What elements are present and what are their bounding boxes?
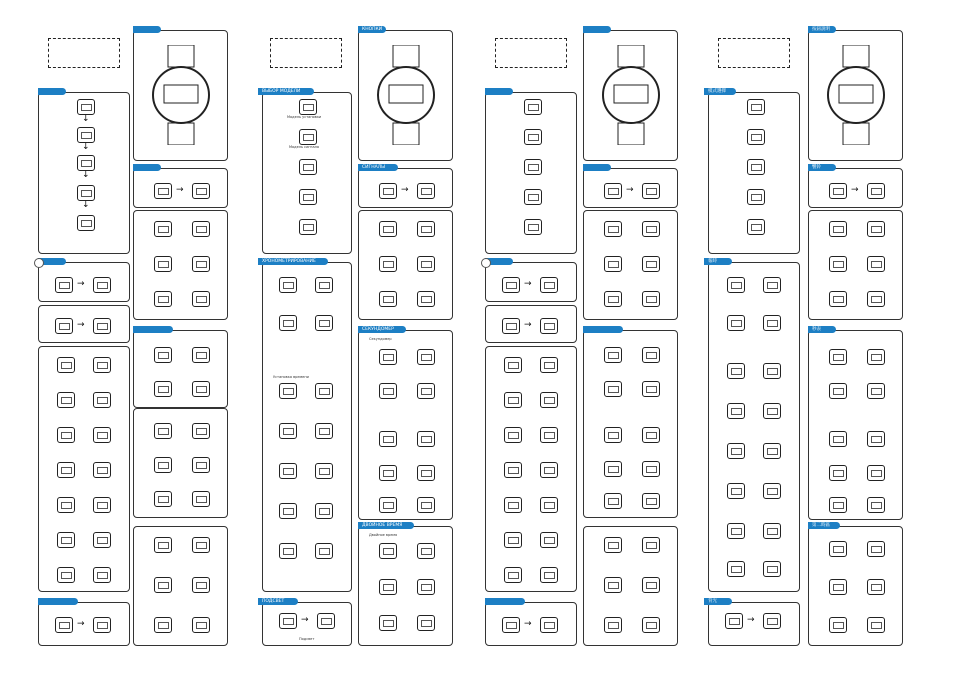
- watch-step: [57, 567, 75, 583]
- watch-step: [747, 99, 765, 115]
- watch-step: [417, 465, 435, 481]
- caption: Подсвет: [299, 637, 315, 641]
- panel-buttons-1: [133, 168, 228, 208]
- watch-step: [829, 431, 847, 447]
- watch-step: [192, 537, 210, 553]
- watch-step: [279, 383, 297, 399]
- watch-step: [642, 461, 660, 477]
- watch-step: [763, 443, 781, 459]
- watch-step: [727, 363, 745, 379]
- tag-buttons-ru: КНОПКИ: [358, 26, 386, 33]
- tag-c1-p1: [133, 26, 161, 33]
- watch-step: [279, 463, 297, 479]
- watch-step: [299, 129, 317, 145]
- watch-step: [642, 221, 660, 237]
- panel-setting-1: [133, 210, 228, 320]
- watch-step: [604, 221, 622, 237]
- watch-step: [379, 349, 397, 365]
- watch-step: [642, 347, 660, 363]
- watch-step: [829, 383, 847, 399]
- watch-step: [867, 256, 885, 272]
- watch-step: [524, 159, 542, 175]
- tag-c3-p5: [583, 326, 623, 333]
- watch-step: [727, 277, 745, 293]
- watch-step: [57, 497, 75, 513]
- panel-dual-3: [583, 526, 678, 646]
- watch-step: [747, 189, 765, 205]
- watch-step: [55, 318, 73, 334]
- watch-step: [867, 291, 885, 307]
- watch-step: [315, 543, 333, 559]
- tag-alarm-ru: СИГНАЛЫ: [358, 164, 398, 171]
- tag-c1-p3: [133, 164, 161, 171]
- watch-step: [504, 357, 522, 373]
- arrow-right-icon: →: [524, 320, 532, 330]
- panel-stopwatch-ru: [358, 330, 453, 520]
- watch-step: [379, 543, 397, 559]
- watch-step: [279, 543, 297, 559]
- watch-step: [93, 427, 111, 443]
- panel-stopwatch-zh: [808, 330, 903, 520]
- arrow-right-icon: →: [747, 615, 755, 625]
- watch-step: [829, 617, 847, 633]
- watch-step: [154, 537, 172, 553]
- watch-step: [154, 457, 172, 473]
- watch-step: [93, 357, 111, 373]
- watch-step: [57, 462, 75, 478]
- watch-step: [154, 221, 172, 237]
- tag-c1-p6: [38, 598, 78, 605]
- watch-step: [93, 532, 111, 548]
- panel-light-ru: [262, 602, 352, 646]
- watch-step: [502, 318, 520, 334]
- watch-step: [725, 613, 743, 629]
- watch-step: [642, 577, 660, 593]
- watch-step: [829, 291, 847, 307]
- arrow-down-icon: ↓: [82, 200, 90, 210]
- watch-step: [604, 577, 622, 593]
- caption: Секундомер: [369, 337, 392, 341]
- caption: Двойное время: [369, 533, 398, 537]
- watch-step: [192, 423, 210, 439]
- watch-step: [417, 383, 435, 399]
- tag-timekeeping-ru: ХРОНОМЕТРИРОВАНИЕ: [258, 258, 328, 265]
- watch-step: [192, 457, 210, 473]
- panel-light-3: [485, 602, 577, 646]
- watch-step: [317, 613, 335, 629]
- watch-step: [417, 349, 435, 365]
- watch-step: [829, 221, 847, 237]
- watch-step: [747, 159, 765, 175]
- watch-step: [504, 462, 522, 478]
- watch-step: [154, 256, 172, 272]
- watch-step: [604, 291, 622, 307]
- watch-step: [540, 392, 558, 408]
- watch-step: [192, 221, 210, 237]
- watch-step: [279, 315, 297, 331]
- panel-mode-select-3: [485, 92, 577, 254]
- watch-step: [417, 256, 435, 272]
- watch-step: [642, 256, 660, 272]
- watch-step: [642, 617, 660, 633]
- watch-step: [417, 543, 435, 559]
- watch-illustration: [150, 45, 212, 145]
- tag-c1-p5: [133, 326, 173, 333]
- tag-c1-p2: [38, 88, 66, 95]
- watch-step: [747, 219, 765, 235]
- watch-step: [727, 523, 745, 539]
- arrow-right-icon: →: [401, 185, 409, 195]
- panel-chime-1: [38, 305, 130, 343]
- panel-alarm-ru: [358, 168, 453, 208]
- watch-step: [154, 491, 172, 507]
- tag-mode-zh: 模式選擇: [704, 88, 736, 95]
- panel-alarm-3: [485, 262, 577, 302]
- watch-step: [154, 183, 172, 199]
- watch-step: [379, 221, 397, 237]
- watch-step: [154, 423, 172, 439]
- panel-alarm-zh: [808, 168, 903, 208]
- watch-step: [417, 431, 435, 447]
- watch-step: [867, 431, 885, 447]
- watch-step: [504, 427, 522, 443]
- panel-dual-ru: [358, 526, 453, 646]
- watch-step: [524, 189, 542, 205]
- tag-stopwatch-ru: СЕКУНДОМЕР: [358, 326, 406, 333]
- panel-alarm-set-zh: [808, 210, 903, 320]
- watch-step: [642, 381, 660, 397]
- panel-buttons-3: [583, 168, 678, 208]
- watch-step: [93, 567, 111, 583]
- watch-step: [279, 423, 297, 439]
- tag-light-zh: 背光: [704, 598, 732, 605]
- watch-step: [379, 465, 397, 481]
- watch-step: [299, 159, 317, 175]
- watch-step: [867, 617, 885, 633]
- watch-step: [540, 462, 558, 478]
- tag-dual-zh: 第二時區: [808, 522, 840, 529]
- watch-step: [93, 617, 111, 633]
- watch-step: [299, 189, 317, 205]
- panel-watch-front-3: [583, 30, 678, 161]
- watch-step: [315, 423, 333, 439]
- watch-step: [540, 427, 558, 443]
- watch-step: [192, 491, 210, 507]
- watch-step: [540, 567, 558, 583]
- watch-step: [763, 483, 781, 499]
- watch-illustration: [600, 45, 662, 145]
- watch-step: [727, 315, 745, 331]
- watch-step: [763, 403, 781, 419]
- watch-step: [504, 532, 522, 548]
- panel-time-setting-1: [38, 346, 130, 592]
- watch-step: [829, 579, 847, 595]
- watch-step: [727, 403, 745, 419]
- panel-timekeeping-ru: [262, 262, 352, 592]
- watch-step: [867, 497, 885, 513]
- watch-step: [57, 532, 75, 548]
- panel-chime-zh: [708, 262, 800, 592]
- panel-light-1: [38, 602, 130, 646]
- panel-stopwatch-2: [133, 408, 228, 518]
- watch-step: [417, 221, 435, 237]
- watch-step: [540, 277, 558, 293]
- panel-alarm-1: [38, 262, 130, 302]
- arrow-right-icon: →: [301, 615, 309, 625]
- panel-mode-select-1: [38, 92, 130, 254]
- watch-step: [642, 537, 660, 553]
- watch-step: [417, 615, 435, 631]
- watch-step: [299, 99, 317, 115]
- watch-step: [55, 277, 73, 293]
- watch-step: [540, 357, 558, 373]
- watch-step: [867, 349, 885, 365]
- arrow-right-icon: →: [77, 619, 85, 629]
- circle-marker: [481, 258, 491, 268]
- watch-step: [154, 347, 172, 363]
- watch-step: [524, 129, 542, 145]
- panel-stopwatch-1: [133, 330, 228, 408]
- watch-step: [502, 617, 520, 633]
- watch-step: [77, 155, 95, 171]
- watch-step: [642, 427, 660, 443]
- watch-step: [379, 383, 397, 399]
- tag-light-ru: ПОДСВЕТ: [258, 598, 298, 605]
- watch-step: [867, 183, 885, 199]
- tag-chime-zh: 報時: [704, 258, 732, 265]
- watch-step: [763, 277, 781, 293]
- watch-step: [829, 541, 847, 557]
- watch-step: [540, 497, 558, 513]
- watch-step: [642, 291, 660, 307]
- watch-step: [829, 349, 847, 365]
- watch-step: [315, 463, 333, 479]
- watch-step: [299, 219, 317, 235]
- watch-step: [540, 318, 558, 334]
- watch-step: [540, 532, 558, 548]
- watch-step: [379, 291, 397, 307]
- panel-chime-3: [485, 305, 577, 343]
- panel-watch-front-2: [358, 30, 453, 161]
- watch-step: [502, 277, 520, 293]
- logo-placeholder: [48, 38, 120, 68]
- tag-alarm-zh: 響鈴: [808, 164, 836, 171]
- watch-step: [727, 483, 745, 499]
- watch-illustration: [825, 45, 887, 145]
- watch-step: [867, 383, 885, 399]
- watch-step: [642, 493, 660, 509]
- arrow-right-icon: →: [524, 279, 532, 289]
- watch-step: [77, 99, 95, 115]
- panel-setting-3: [583, 210, 678, 320]
- watch-step: [315, 383, 333, 399]
- tag-dual-ru: ДВОЙНОЕ ВРЕМЯ: [358, 522, 414, 529]
- watch-step: [540, 617, 558, 633]
- watch-step: [417, 497, 435, 513]
- watch-step: [93, 318, 111, 334]
- watch-step: [867, 465, 885, 481]
- watch-step: [829, 465, 847, 481]
- watch-step: [192, 256, 210, 272]
- watch-step: [192, 381, 210, 397]
- watch-step: [763, 523, 781, 539]
- tag-mode-ru: ВЫБОР МОДЕЛИ: [258, 88, 314, 95]
- watch-step: [315, 315, 333, 331]
- arrow-right-icon: →: [77, 320, 85, 330]
- watch-step: [57, 392, 75, 408]
- arrow-down-icon: ↓: [82, 142, 90, 152]
- watch-step: [192, 183, 210, 199]
- panel-stopwatch-3: [583, 330, 678, 518]
- watch-step: [763, 363, 781, 379]
- watch-step: [379, 579, 397, 595]
- tag-stopwatch-zh: 秒表: [808, 326, 836, 333]
- watch-step: [417, 291, 435, 307]
- watch-step: [379, 615, 397, 631]
- caption: Модель установки: [287, 115, 322, 119]
- watch-step: [727, 561, 745, 577]
- watch-step: [604, 347, 622, 363]
- watch-step: [279, 503, 297, 519]
- watch-step: [93, 497, 111, 513]
- watch-step: [154, 617, 172, 633]
- watch-step: [315, 277, 333, 293]
- panel-dual-1: [133, 526, 228, 646]
- watch-step: [93, 277, 111, 293]
- watch-step: [57, 357, 75, 373]
- watch-step: [867, 541, 885, 557]
- watch-step: [315, 503, 333, 519]
- logo-placeholder: [718, 38, 790, 68]
- watch-step: [279, 277, 297, 293]
- panel-alarm-set-ru: [358, 210, 453, 320]
- panel-dual-zh: [808, 526, 903, 646]
- arrow-right-icon: →: [77, 279, 85, 289]
- arrow-right-icon: →: [851, 185, 859, 195]
- watch-step: [604, 493, 622, 509]
- arrow-right-icon: →: [626, 185, 634, 195]
- caption: Установка времени: [273, 375, 309, 379]
- watch-step: [642, 183, 660, 199]
- circle-marker: [34, 258, 44, 268]
- watch-step: [604, 381, 622, 397]
- watch-step: [604, 617, 622, 633]
- watch-step: [727, 443, 745, 459]
- tag-buttons-zh: 按鈕說明: [808, 26, 836, 33]
- tag-c3-p6: [485, 598, 525, 605]
- arrow-down-icon: ↓: [82, 170, 90, 180]
- watch-step: [763, 315, 781, 331]
- watch-step: [417, 579, 435, 595]
- panel-mode-select-ru: [262, 92, 352, 254]
- panel-watch-front-1: [133, 30, 228, 161]
- watch-step: [604, 461, 622, 477]
- watch-step: [93, 462, 111, 478]
- watch-step: [417, 183, 435, 199]
- watch-step: [379, 183, 397, 199]
- watch-step: [524, 219, 542, 235]
- tag-c3-p1: [583, 26, 611, 33]
- logo-placeholder: [495, 38, 567, 68]
- watch-step: [747, 129, 765, 145]
- watch-step: [867, 579, 885, 595]
- watch-step: [192, 617, 210, 633]
- tag-c3-p2: [485, 88, 513, 95]
- watch-step: [829, 183, 847, 199]
- watch-step: [379, 256, 397, 272]
- watch-step: [504, 392, 522, 408]
- watch-step: [604, 183, 622, 199]
- watch-step: [77, 215, 95, 231]
- logo-placeholder: [270, 38, 342, 68]
- watch-step: [524, 99, 542, 115]
- watch-step: [192, 577, 210, 593]
- tag-c3-p3: [583, 164, 611, 171]
- watch-step: [55, 617, 73, 633]
- watch-step: [604, 427, 622, 443]
- watch-step: [379, 497, 397, 513]
- watch-illustration: [375, 45, 437, 145]
- watch-step: [154, 381, 172, 397]
- watch-step: [504, 497, 522, 513]
- arrow-right-icon: →: [176, 185, 184, 195]
- watch-step: [77, 185, 95, 201]
- arrow-down-icon: ↓: [82, 114, 90, 124]
- watch-step: [379, 431, 397, 447]
- watch-step: [154, 291, 172, 307]
- watch-step: [93, 392, 111, 408]
- panel-watch-front-4: [808, 30, 903, 161]
- watch-step: [504, 567, 522, 583]
- panel-mode-select-zh: [708, 92, 800, 254]
- panel-light-zh: [708, 602, 800, 646]
- watch-step: [192, 291, 210, 307]
- watch-step: [604, 537, 622, 553]
- watch-step: [867, 221, 885, 237]
- watch-step: [763, 561, 781, 577]
- watch-step: [192, 347, 210, 363]
- caption: Модель сигнала: [289, 145, 319, 149]
- arrow-right-icon: →: [524, 619, 532, 629]
- watch-step: [279, 613, 297, 629]
- panel-time-setting-3: [485, 346, 577, 592]
- watch-step: [829, 497, 847, 513]
- watch-step: [829, 256, 847, 272]
- watch-step: [57, 427, 75, 443]
- watch-step: [154, 577, 172, 593]
- watch-step: [604, 256, 622, 272]
- watch-step: [77, 127, 95, 143]
- watch-step: [763, 613, 781, 629]
